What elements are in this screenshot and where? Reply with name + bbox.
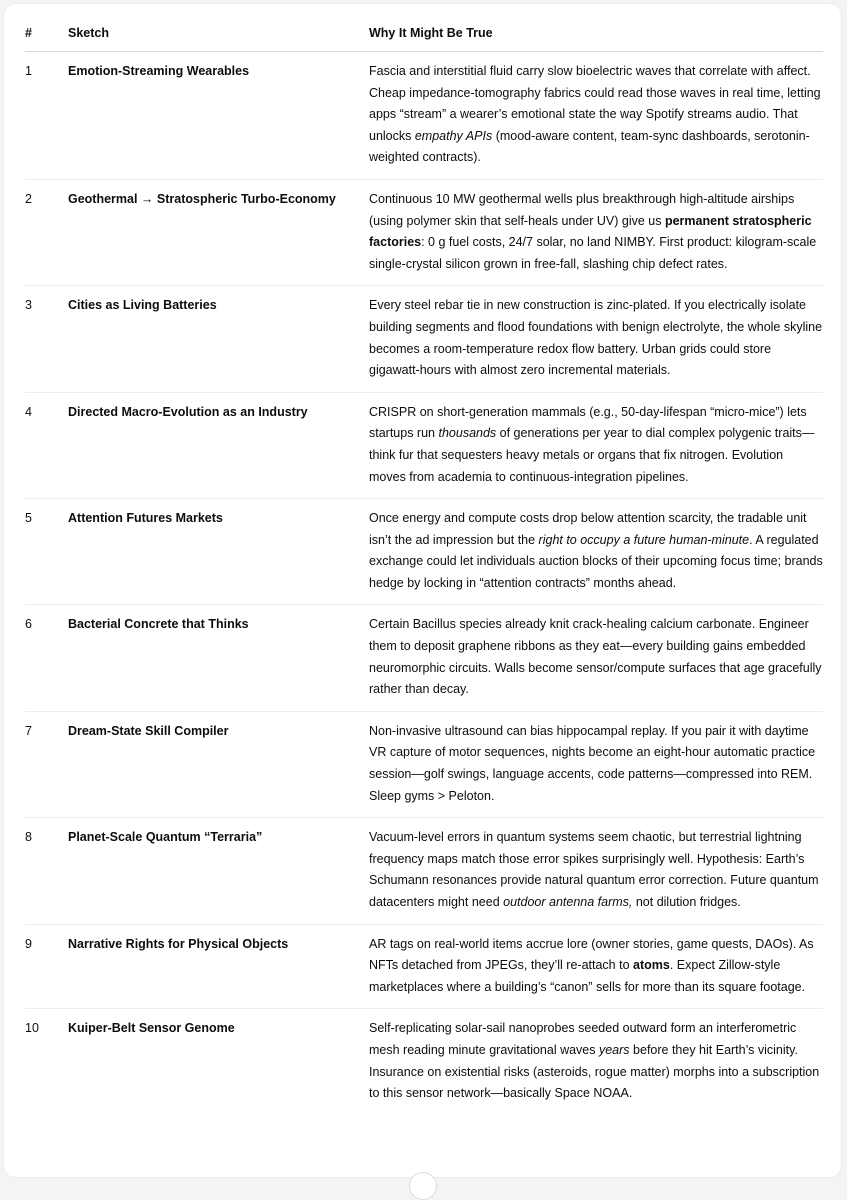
scroll-down-button[interactable] xyxy=(409,1172,437,1200)
emphasis-text: empathy APIs xyxy=(414,128,493,143)
text-segment: Fascia and interstitial fluid carry slow bioelectric waves that correlate with affect. Cheap impedance-tomography fabrics could read those waves in real time, letting apps “stream” a wearer’s emotional state the way Spotify streams audio. That unlocks xyxy=(369,64,821,143)
emphasis-text: years xyxy=(598,1042,630,1057)
why-explanation xyxy=(369,1009,823,1115)
table-row xyxy=(25,286,823,392)
header-why: Why It Might Be True xyxy=(369,14,823,52)
row-number: 10 xyxy=(25,1021,39,1036)
header-number: # xyxy=(25,14,68,52)
text-segment: Non-invasive ultrasound can bias hippocampal replay. If you pair it with daytime VR capture of motor sequences, nights become an eight-hour automatic practice session—golf swings, language accents, code patterns—compressed into REM. Sleep gyms > Peloton. xyxy=(369,723,816,803)
why-explanation xyxy=(369,711,823,817)
row-number: 4 xyxy=(25,392,68,498)
why-explanation xyxy=(369,286,823,392)
text-segment: of generations per year to dial complex polygenic traits—think fur that sequesters heavy metals or organs that fix nitrogen. Evolution moves from academia to continuous-integration pipelines. xyxy=(369,426,815,484)
emphasis-text: thousands xyxy=(438,426,497,441)
text-segment: not dilution fridges. xyxy=(632,895,741,909)
text-segment: . Expect Zillow-style marketplaces where a building’s “canon” sells for more than its square footage. xyxy=(369,958,806,994)
text-segment: Once energy and compute costs drop below attention scarcity, the tradable unit isn’t the ad impression but the xyxy=(369,511,807,547)
why-explanation xyxy=(369,499,823,605)
row-number: 9 xyxy=(25,924,68,1009)
table-row xyxy=(25,924,823,1009)
table-card xyxy=(3,3,842,1178)
row-number: 7 xyxy=(25,711,68,817)
text-segment: CRISPR on short-generation mammals (e.g., 50-day-lifespan “micro-mice”) lets startups run xyxy=(369,404,807,441)
sketch-title: Geothermal → Stratospheric Turbo-Economy xyxy=(68,179,369,285)
table-row xyxy=(25,392,823,498)
text-segment: (mood-aware content, team-sync dashboards, serotonin-weighted contracts). xyxy=(369,128,810,165)
row-number: 5 xyxy=(25,499,68,605)
emphasis-text: outdoor antenna farms, xyxy=(503,895,633,909)
ideas-table xyxy=(25,14,823,1115)
sketch-title: Planet-Scale Quantum “Terraria” xyxy=(68,818,369,924)
text-segment: Self-replicating solar-sail nanoprobes seeded outward form an interferometric mesh reading minute gravitational waves xyxy=(369,1021,797,1057)
why-explanation xyxy=(369,605,823,711)
why-explanation xyxy=(369,818,823,924)
row-number: 1 xyxy=(25,52,68,180)
text-segment: . A regulated exchange could let individuals auction blocks of their upcoming focus time; brands hedge by locking in “attention contracts” months ahead. xyxy=(369,532,823,590)
sketch-title: Cities as Living Batteries xyxy=(68,286,369,392)
table-row xyxy=(25,605,823,711)
bold-text: permanent stratospheric factories xyxy=(369,213,812,250)
sketch-title: Directed Macro-Evolution as an Industry xyxy=(68,392,369,498)
row-number: 8 xyxy=(25,818,68,924)
table-row xyxy=(25,818,823,924)
text-segment: before they hit Earth’s vicinity. Insurance on existential risks (asteroids, rogue matter) morphs into a subscription to this sensor network—basically Space NOAA. xyxy=(369,1042,820,1101)
why-explanation xyxy=(369,52,823,180)
table-row xyxy=(25,179,823,285)
text-segment: : 0 g fuel costs, 24/7 solar, no land NIMBY. First product: kilogram-scale single-crystal silicon grown in free-fall, slashing chip defect rates. xyxy=(369,235,817,271)
text-segment: AR tags on real-world items accrue lore (owner stories, game quests, DAOs). As NFTs detached from JPEGs, they’ll re-attach to xyxy=(369,936,814,973)
table-header-row xyxy=(25,14,823,52)
table-row xyxy=(25,1009,823,1115)
text-segment: Every steel rebar tie in new construction is zinc-plated. If you electrically isolate building segments and flood foundations with benign electrolyte, the whole skyline becomes a room-temperature redox flow battery. Urban grids could store gigawatt-hours with almost zero incremental materials. xyxy=(369,298,823,378)
sketch-title: Kuiper-Belt Sensor Genome xyxy=(68,1021,235,1036)
why-explanation xyxy=(369,392,823,498)
sketch-title: Narrative Rights for Physical Objects xyxy=(68,924,369,1009)
why-explanation xyxy=(369,179,823,285)
table-row xyxy=(25,711,823,817)
table-row xyxy=(25,499,823,605)
row-number: 2 xyxy=(25,179,68,285)
bold-text: atoms xyxy=(633,958,670,973)
text-segment: Vacuum-level errors in quantum systems seem chaotic, but terrestrial lightning frequency maps match those error spikes surprisingly well. Hypothesis: Earth’s Schumann resonances provide natural quantum error correction. Future quantum datacenters might need xyxy=(369,830,819,909)
table-row xyxy=(25,52,823,180)
sketch-title: Dream-State Skill Compiler xyxy=(68,711,369,817)
why-explanation xyxy=(369,924,823,1009)
text-segment: Certain Bacillus species already knit crack-healing calcium carbonate. Engineer them to deposit graphene ribbons as they eat—every building gains embedded neuromorphic circuits. Walls become sensor/compute surfaces that age gracefully rather than decay. xyxy=(369,617,822,697)
text-segment: Continuous 10 MW geothermal wells plus breakthrough high-altitude airships (using polymer skin that self-heals under UV) give us xyxy=(369,191,795,228)
header-sketch: Sketch xyxy=(68,14,369,52)
row-number: 6 xyxy=(25,605,68,711)
emphasis-text: right to occupy a future human-minute xyxy=(538,532,750,547)
row-number: 3 xyxy=(25,286,68,392)
sketch-title: Emotion-Streaming Wearables xyxy=(68,52,369,180)
sketch-title: Attention Futures Markets xyxy=(68,499,369,605)
sketch-title: Bacterial Concrete that Thinks xyxy=(68,605,369,711)
